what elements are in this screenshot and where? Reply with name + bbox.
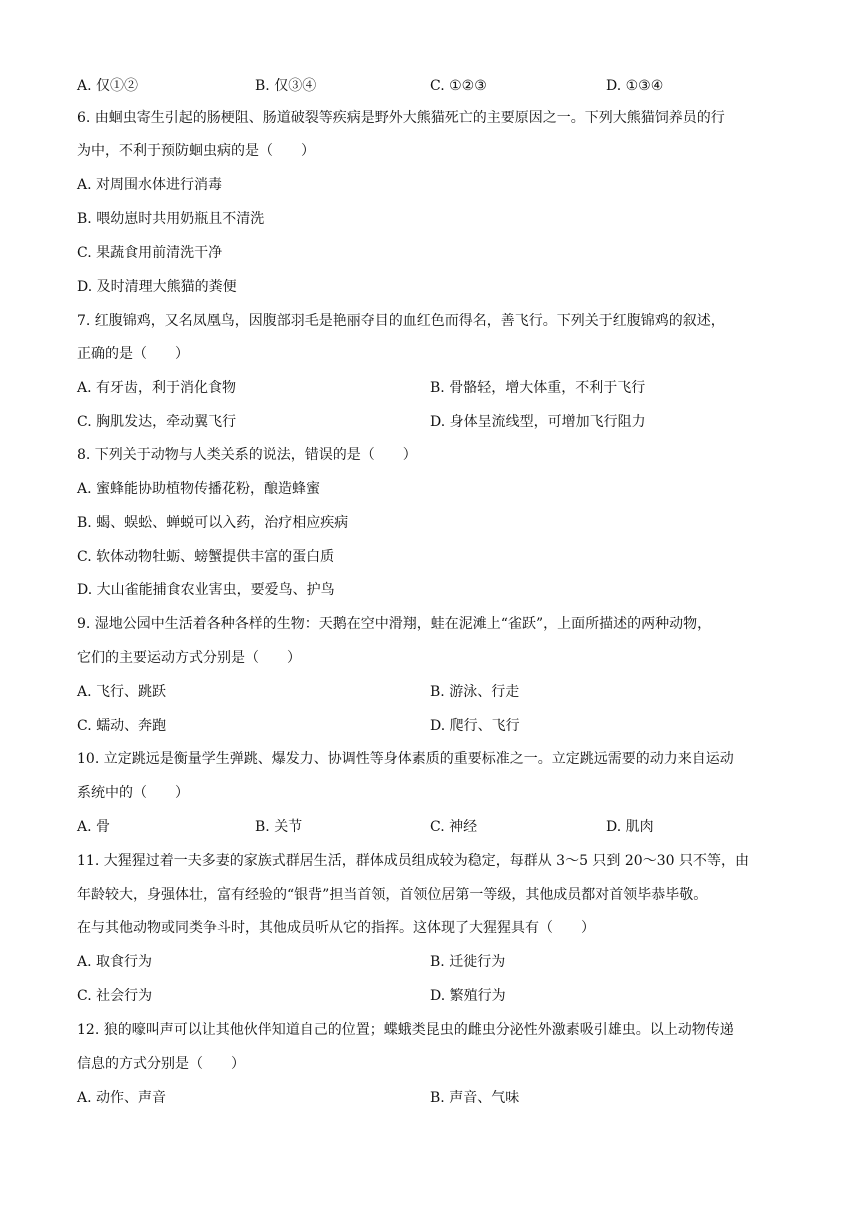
q9-stem-line-2: 它们的主要运动方式分别是（ ） bbox=[77, 650, 301, 666]
q6-stem-line-1: 6. 由蛔虫寄生引起的肠梗阻、肠道破裂等疾病是野外大熊猫死亡的主要原因之一。下列大熊猫饲养员的行 bbox=[77, 110, 725, 126]
q6-stem-line-2: 为中，不利于预防蛔虫病的是（ ） bbox=[77, 143, 315, 159]
q7-stem-line-1: 7. 红腹锦鸡，又名凤凰鸟，因腹部羽毛是艳丽夺目的血红色而得名，善飞行。下列关于红腹锦鸡的叙述， bbox=[77, 313, 725, 329]
q5-option-c: C. ①②③ bbox=[430, 78, 487, 94]
q11-stem-line-3: 在与其他动物或同类争斗时，其他成员听从它的指挥。这体现了大猩猩具有（ ） bbox=[77, 920, 595, 936]
q7-option-b: B. 骨骼轻，增大体重，不利于飞行 bbox=[430, 380, 646, 396]
q7-option-a: A. 有牙齿，利于消化食物 bbox=[77, 380, 237, 396]
q5-option-b: B. 仅③④ bbox=[255, 78, 317, 94]
q8-option-b: B. 蝎、蜈蚣、蝉蜕可以入药，治疗相应疾病 bbox=[77, 515, 349, 531]
q12-option-b: B. 声音、气味 bbox=[430, 1090, 520, 1106]
q9-option-d: D. 爬行、飞行 bbox=[430, 718, 520, 734]
q8-option-a: A. 蜜蜂能协助植物传播花粉，酿造蜂蜜 bbox=[77, 481, 321, 497]
q5-option-a: A. 仅①② bbox=[77, 78, 139, 94]
q8-stem-line-1: 8. 下列关于动物与人类关系的说法，错误的是（ ） bbox=[77, 447, 417, 463]
q7-option-c: C. 胸肌发达，牵动翼飞行 bbox=[77, 414, 237, 430]
q10-option-b: B. 关节 bbox=[255, 819, 303, 835]
q10-option-a: A. 骨 bbox=[77, 819, 111, 835]
q10-option-d: D. 肌肉 bbox=[606, 819, 654, 835]
q9-option-b: B. 游泳、行走 bbox=[430, 684, 520, 700]
q12-option-a: A. 动作、声音 bbox=[77, 1090, 167, 1106]
q9-option-c: C. 蠕动、奔跑 bbox=[77, 718, 167, 734]
q11-option-b: B. 迁徙行为 bbox=[430, 954, 506, 970]
q9-option-a: A. 飞行、跳跃 bbox=[77, 684, 167, 700]
q6-option-a: A. 对周围水体进行消毒 bbox=[77, 177, 223, 193]
q12-stem-line-1: 12. 狼的嚎叫声可以让其他伙伴知道自己的位置；蝶蛾类昆虫的雌虫分泌性外激素吸引雄虫。以上动物传递 bbox=[77, 1022, 734, 1038]
q7-stem-line-2: 正确的是（ ） bbox=[77, 346, 189, 362]
q11-stem-line-1: 11. 大猩猩过着一夫多妻的家族式群居生活，群体成员组成较为稳定，每群从 3～5 只到 20～30 只不等，由 bbox=[77, 853, 749, 869]
q12-stem-line-2: 信息的方式分别是（ ） bbox=[77, 1056, 245, 1072]
q11-option-d: D. 繁殖行为 bbox=[430, 988, 506, 1004]
q10-stem-line-2: 系统中的（ ） bbox=[77, 785, 189, 801]
q11-option-a: A. 取食行为 bbox=[77, 954, 153, 970]
q7-option-d: D. 身体呈流线型，可增加飞行阻力 bbox=[430, 414, 646, 430]
q10-option-c: C. 神经 bbox=[430, 819, 478, 835]
q8-option-d: D. 大山雀能捕食农业害虫，要爱鸟、护鸟 bbox=[77, 582, 335, 598]
q6-option-c: C. 果蔬食用前清洗干净 bbox=[77, 245, 223, 261]
q9-stem-line-1: 9. 湿地公园中生活着各种各样的生物：天鹅在空中滑翔，蛙在泥滩上“雀跃”，上面所描述的两种动物， bbox=[77, 616, 712, 632]
q10-stem-line-1: 10. 立定跳远是衡量学生弹跳、爆发力、协调性等身体素质的重要标准之一。立定跳远需要的动力来自运动 bbox=[77, 751, 734, 767]
q8-option-c: C. 软体动物牡蛎、螃蟹提供丰富的蛋白质 bbox=[77, 549, 335, 565]
q11-stem-line-2: 年龄较大，身强体壮，富有经验的“银背”担当首领，首领位居第一等级，其他成员都对首领毕恭毕敬。 bbox=[77, 887, 708, 903]
q11-option-c: C. 社会行为 bbox=[77, 988, 153, 1004]
q6-option-d: D. 及时清理大熊猫的粪便 bbox=[77, 279, 237, 295]
q6-option-b: B. 喂幼崽时共用奶瓶且不清洗 bbox=[77, 211, 265, 227]
q5-option-d: D. ①③④ bbox=[606, 78, 664, 94]
